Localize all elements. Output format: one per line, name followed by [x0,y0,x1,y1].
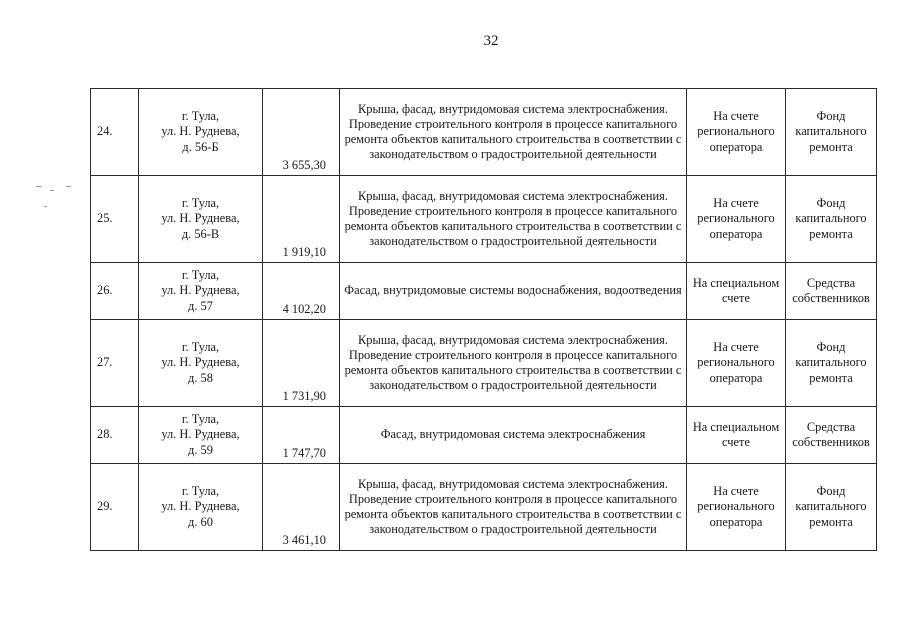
row-number: 28. [91,407,139,464]
table-row [91,263,877,320]
works-cell: Фасад, внутридомовая система электроснабжения [340,407,687,464]
address-city: г. Тула, [181,484,220,499]
works-cell: Крыша, фасад, внутридомовая система электроснабжения. Проведение строительного контроля в процессе капитального ремонта объектов капитального строительства в соответствии с законодательством о градостроительной деятельности [340,320,687,407]
table-row [91,89,877,176]
fund-cell: Средства собственников [786,407,877,464]
table-row [91,407,877,464]
repair-works-table [90,88,877,551]
address-city: г. Тула, [181,412,220,427]
address-house: д. 60 [188,514,213,529]
cost-cell: 4 102,20 [263,263,340,320]
cost-cell: 1 919,10 [263,176,340,263]
works-cell: Крыша, фасад, внутридомовая система электроснабжения. Проведение строительного контроля в процессе капитального ремонта объектов капитального строительства в соответствии с законодательством о градостроительной деятельности [340,464,687,551]
cost-cell: 1 731,90 [263,320,340,407]
address-city: г. Тула, [181,196,220,211]
fund-cell: Фонд капитального ремонта [786,176,877,263]
cost-cell: 3 655,30 [263,89,340,176]
scan-artifact [66,186,71,187]
fund-cell: Фонд капитального ремонта [786,320,877,407]
page-number: 32 [483,33,499,49]
account-cell: На счете регионального оператора [687,464,786,551]
fund-cell: Фонд капитального ремонта [786,89,877,176]
row-number: 29. [91,464,139,551]
address-city: г. Тула, [181,268,220,283]
account-cell: На специальном счете [687,263,786,320]
account-cell: На счете регионального оператора [687,320,786,407]
row-number: 25. [91,176,139,263]
address-house: д. 57 [188,298,213,313]
address-cell [139,464,263,551]
works-cell: Крыша, фасад, внутридомовая система электроснабжения. Проведение строительного контроля в процессе капитального ремонта объектов капитального строительства в соответствии с законодательством о градостроительной деятельности [340,176,687,263]
works-cell: Крыша, фасад, внутридомовая система электроснабжения. Проведение строительного контроля в процессе капитального ремонта объектов капитального строительства в соответствии с законодательством о градостроительной деятельности [340,89,687,176]
row-number: 26. [91,263,139,320]
row-number: 24. [91,89,139,176]
address-house: д. 59 [188,442,213,457]
address-street: ул. Н. Руднева, [161,283,240,298]
address-cell [139,320,263,407]
scan-artifact [44,206,47,207]
address-street: ул. Н. Руднева, [161,427,240,442]
cost-cell: 3 461,10 [263,464,340,551]
account-cell: На специальном счете [687,407,786,464]
table-row [91,176,877,263]
table-row [91,464,877,551]
works-cell: Фасад, внутридомовые системы водоснабжения, водоотведения [340,263,687,320]
scan-artifact [36,186,42,187]
address-cell [139,176,263,263]
table-row [91,320,877,407]
fund-cell: Средства собственников [786,263,877,320]
address-house: д. 56-Б [182,139,219,154]
scan-artifact [50,190,54,191]
address-cell [139,263,263,320]
cost-cell: 1 747,70 [263,407,340,464]
row-number: 27. [91,320,139,407]
address-cell [139,407,263,464]
address-city: г. Тула, [181,340,220,355]
address-house: д. 58 [188,370,213,385]
address-street: ул. Н. Руднева, [161,124,240,139]
account-cell: На счете регионального оператора [687,89,786,176]
address-house: д. 56-В [181,226,220,241]
address-street: ул. Н. Руднева, [161,355,240,370]
address-street: ул. Н. Руднева, [161,499,240,514]
fund-cell: Фонд капитального ремонта [786,464,877,551]
address-cell [139,89,263,176]
address-city: г. Тула, [181,109,220,124]
address-street: ул. Н. Руднева, [161,211,240,226]
account-cell: На счете регионального оператора [687,176,786,263]
